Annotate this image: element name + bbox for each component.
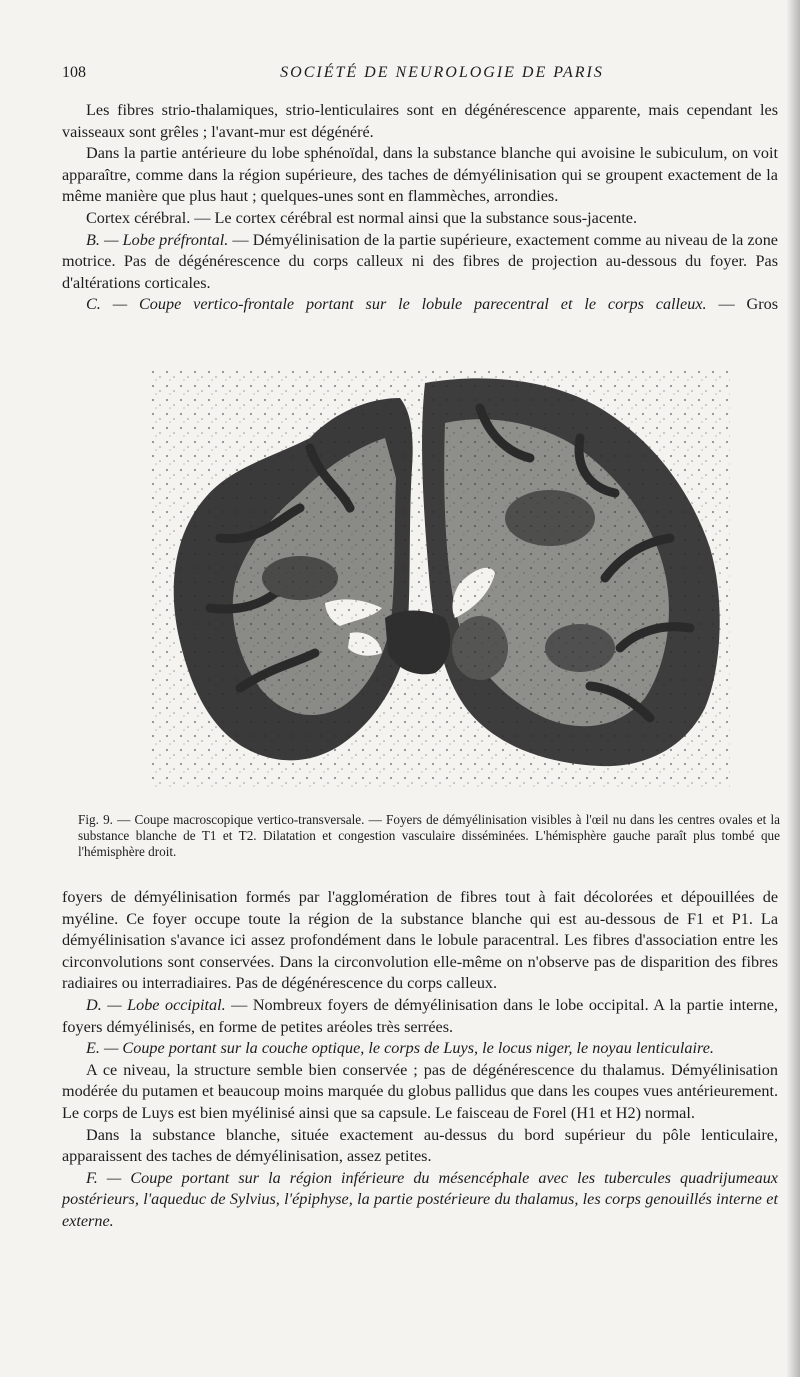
section-lead-e: E. — Coupe portant sur la couche optique, le corps de Luys, le locus niger, le noyau lenticulaire. — [86, 1039, 714, 1058]
paragraph — [62, 1038, 778, 1060]
paragraph — [62, 230, 778, 295]
paragraph: Dans la substance blanche, située exactement au-dessus du bord supérieur du pôle lenticulaire, apparaissent des taches de démyélinisation, assez petites. — [62, 1125, 778, 1166]
paragraph: Les fibres strio-thalamiques, strio-lenticulaires sont en dégénérescence apparente, mais cependant les vaisseaux sont grêles ; l'avant-mur est dégénéré. — [62, 101, 778, 141]
brain-section-image — [150, 368, 730, 788]
paragraph — [62, 995, 778, 1038]
paragraph-text: — Nombreux foyers de démyélinisation dans le lobe occipital. A la partie interne, foyers démyélinisés, en forme de petites aréoles très serrées. — [62, 995, 778, 1036]
paragraph: Dans la partie antérieure du lobe sphénoïdal, dans la substance blanche qui avoisine le subiculum, on voit apparaître, comme dans la région supérieure, des taches de démyélinisation qui se groupent exactement de la même manière que plus haut ; quelques-unes sont en flammèches, arrondies. — [62, 144, 778, 206]
paragraph-text: — Gros — [706, 295, 778, 314]
section-lead-f: F. — Coupe portant sur la région inférieure du mésencéphale avec les tubercules quadrijumeaux postérieurs, l'aqueduc de Sylvius, l'épiphyse, la partie postérieure du thalamus, les corps genouillés interne et externe. — [62, 1168, 778, 1230]
section-lead-b: B. — Lobe préfrontal. — [86, 230, 229, 249]
page-number: 108 — [62, 64, 86, 81]
section-lead-d: D. — Lobe occipital. — [86, 995, 226, 1014]
running-head: SOCIÉTÉ DE NEUROLOGIE DE PARIS — [280, 64, 604, 81]
brain-section-figure — [150, 368, 730, 788]
page-edge-shadow — [786, 0, 800, 1377]
caption-text: Fig. 9. — Coupe macroscopique vertico-transversale. — Foyers de démyélinisation visibles à l'œil nu dans les centres ovales et la substance blanche de T1 et T2. Dilatation et congestion vasculaire disséminées. L'hémisphère gauche paraît plus tombé que l'hémisphère droit. — [78, 812, 780, 859]
paragraph — [62, 1168, 778, 1233]
paragraph: foyers de démyélinisation formés par l'agglomération de fibres tout à fait décolorées et dépouillées de myéline. Ce foyer occupe toute la région de la substance blanche qui est au-dessous de F1 et P1. La démyélinisation s'avance ici assez profondément dans le lobule paracentral. Les fibres d'association entre les circonvolutions sont conservées. Dans la circonvolution elle-même on n'observe pas de disparition des fibres radiaires ou interradiaires. Pas de dégénérescence du corps calleux. — [62, 888, 778, 993]
text-block-top — [62, 100, 778, 316]
text-block-bottom — [62, 887, 778, 1233]
paragraph: A ce niveau, la structure semble bien conservée ; pas de dégénérescence du thalamus. Démyélinisation modérée du putamen et beaucoup moins marquée du globus pallidus que dans les coupes vues antérieurement. Le corps de Luys est bien myélinisé ainsi que sa capsule. Le faisceau de Forel (H1 et H2) normal. — [62, 1060, 778, 1122]
paragraph-text: — Démyélinisation de la partie supérieure, exactement comme au niveau de la zone motrice. Pas de dégénérescence du corps calleux ni des fibres de projection au-dessous du foyer. Pas d'altérations corticales. — [62, 230, 778, 292]
figure-caption — [78, 812, 780, 860]
paragraph — [62, 294, 778, 316]
page-header — [62, 64, 780, 88]
section-lead-c: C. — Coupe vertico-frontale portant sur le lobule parecentral et le corps calleux. — [86, 295, 707, 314]
paragraph: Cortex cérébral. — Le cortex cérébral est normal ainsi que la substance sous-jacente. — [86, 208, 638, 227]
